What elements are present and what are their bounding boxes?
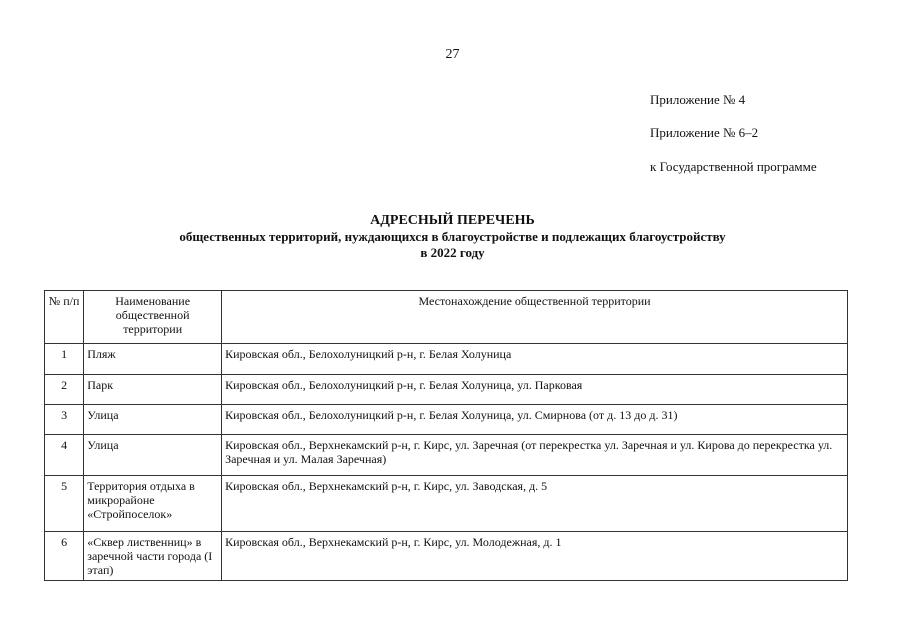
row-name: Улица <box>84 435 222 476</box>
table-row <box>45 476 848 532</box>
row-num: 5 <box>45 476 84 532</box>
appendix-line-3: к Государственной программе <box>650 159 817 174</box>
appendix-line-1: Приложение № 4 <box>650 92 746 107</box>
table-header-row <box>45 291 848 344</box>
appendix-line-2: Приложение № 6–2 <box>650 125 759 140</box>
table-row <box>45 405 848 435</box>
row-num: 6 <box>45 532 84 581</box>
row-name: «Сквер лиственниц» в заречной части города (I этап) <box>84 532 222 581</box>
row-location: Кировская обл., Белохолуницкий р-н, г. Белая Холуница, ул. Смирнова (от д. 13 до д. 31) <box>222 405 848 435</box>
table-row <box>45 375 848 405</box>
table-row <box>45 344 848 375</box>
header-name: Наименование общественной территории <box>84 291 222 344</box>
row-num: 2 <box>45 375 84 405</box>
row-location: Кировская обл., Белохолуницкий р-н, г. Белая Холуница, ул. Парковая <box>222 375 848 405</box>
title-line-3: в 2022 году <box>420 245 485 260</box>
table-row <box>45 435 848 476</box>
row-num: 4 <box>45 435 84 476</box>
row-location: Кировская обл., Верхнекамский р-н, г. Кирс, ул. Заводская, д. 5 <box>222 476 848 532</box>
table-row <box>45 532 848 581</box>
address-list-table <box>44 290 848 581</box>
document-title <box>0 213 905 261</box>
row-location: Кировская обл., Верхнекамский р-н, г. Кирс, ул. Заречная (от перекрестка ул. Заречная и ул. Кирова до перекрестка ул. Заречная и ул. Малая Заречная) <box>222 435 848 476</box>
row-location: Кировская обл., Верхнекамский р-н, г. Кирс, ул. Молодежная, д. 1 <box>222 532 848 581</box>
row-location: Кировская обл., Белохолуницкий р-н, г. Белая Холуница <box>222 344 848 375</box>
row-name: Территория отдыха в микрорайоне «Стройпоселок» <box>84 476 222 532</box>
row-name: Пляж <box>84 344 222 375</box>
row-name: Парк <box>84 375 222 405</box>
row-name: Улица <box>84 405 222 435</box>
header-location: Местонахождение общественной территории <box>222 291 848 344</box>
row-num: 1 <box>45 344 84 375</box>
header-num: № п/п <box>45 291 84 344</box>
page-number: 27 <box>445 47 460 62</box>
title-line-2: общественных территорий, нуждающихся в благоустройстве и подлежащих благоустройству <box>179 229 726 244</box>
title-line-1: АДРЕСНЫЙ ПЕРЕЧЕНЬ <box>370 213 535 228</box>
row-num: 3 <box>45 405 84 435</box>
